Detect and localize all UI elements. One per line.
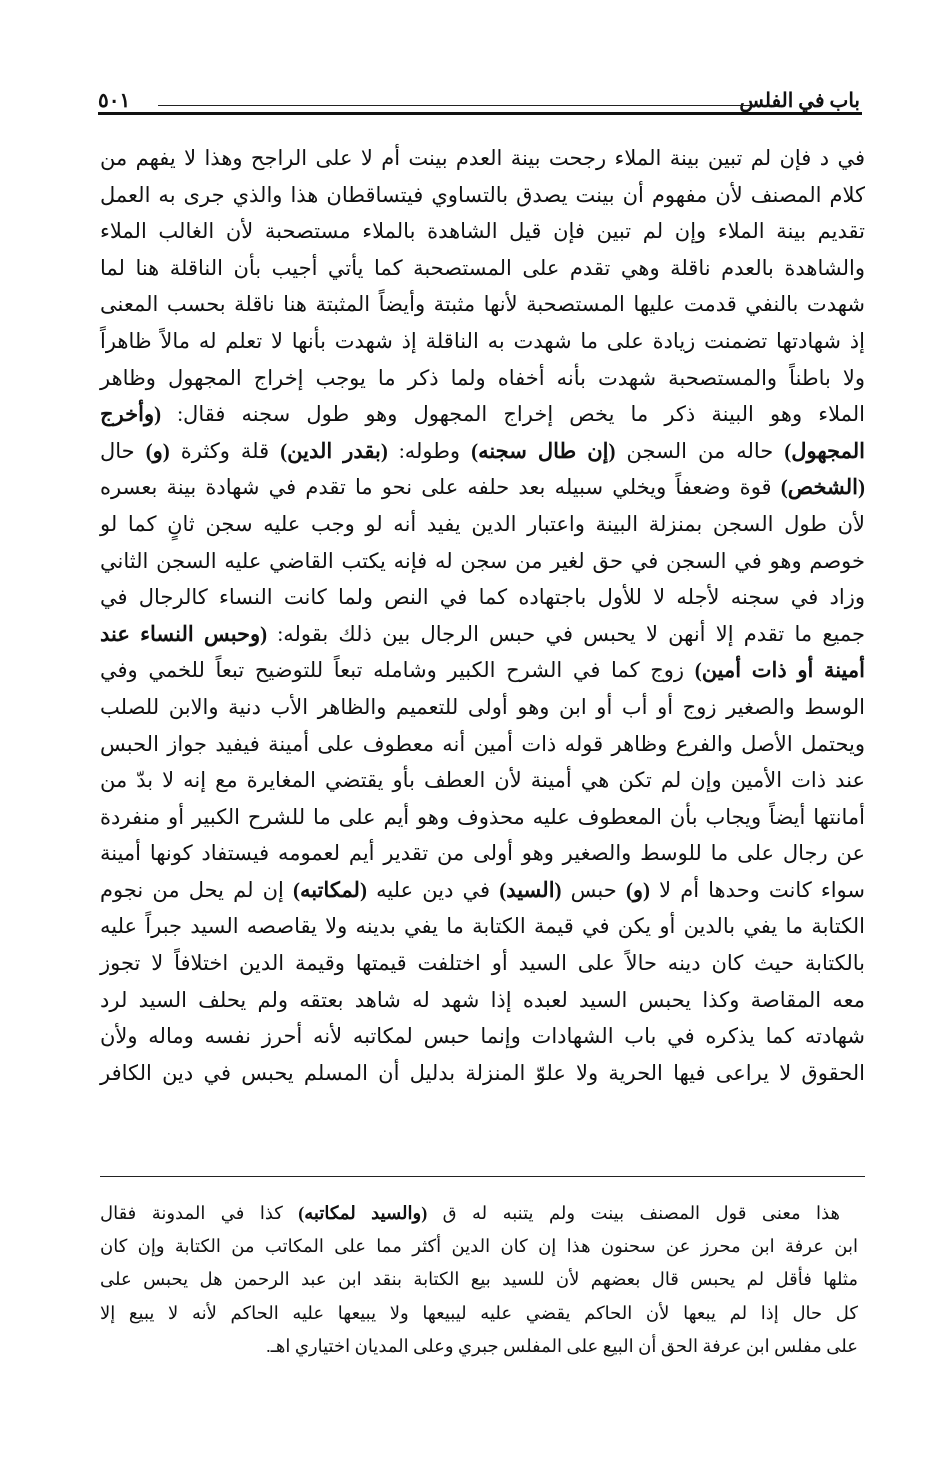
text-line: [100, 543, 865, 580]
text-segment: الوسط والصغير زوج أو أب أو ابن وهو أولى للتعميم والظاهر الأب دنية والابن للصلب: [100, 694, 865, 719]
text-segment: عن رجال على ما للوسط والصغير وهو أولى من تقدير أيم لعمومه فيستفاد كونها أمينة: [100, 841, 865, 866]
text-line: [100, 323, 865, 360]
text-segment: كذا في المدونة فقال: [100, 1203, 299, 1223]
text-segment: حبس: [561, 877, 626, 902]
text-segment: على مفلس ابن عرفة الحق أن البيع على المفلس جبري وعلى المديان اختياري اهـ.: [266, 1335, 858, 1356]
header-rule: [98, 112, 862, 115]
text-line: [100, 579, 865, 616]
text-segment: هذا معنى قول المصنف بينت ولم يتنبه له ق: [427, 1203, 841, 1223]
footnotes: [100, 1197, 858, 1363]
text-line: [100, 177, 865, 214]
bold-matn-text: (وأخرج: [100, 402, 162, 427]
bold-matn-text: (والسيد لمكاتبه): [298, 1203, 428, 1223]
text-segment: قلة وكثرة: [169, 438, 281, 463]
text-line: [100, 616, 865, 653]
footnote-line: [100, 1297, 858, 1330]
page-number: ٥٠١: [98, 90, 131, 112]
footnote-line: [100, 1197, 858, 1230]
footnote-line: [100, 1230, 858, 1263]
text-line: [100, 945, 865, 982]
text-line: [100, 1018, 865, 1055]
text-line: [100, 286, 865, 323]
bold-matn-text: (وحبس النساء عند: [100, 621, 268, 646]
text-segment: خوصم وهو في السجن في حق لغير من سجن له فإنه يكتب القاضي عليه السجن الثاني: [100, 548, 865, 573]
footnote-separator: [100, 1176, 865, 1177]
text-segment: أمانتها أيضاً ويجاب بأن المعطوف عليه محذوف وهو أيم على ما للشرح الكبير أو منفردة: [100, 804, 865, 829]
text-segment: ولا باطناً والمستصحبة شهدت بأنه أخفاه ولما ذكر ما يوجب إخراج المجهول وظاهر: [100, 365, 865, 390]
text-segment: عند ذات الأمين وإن لم تكن هي أمينة لأن العطف بأو يقتضي المغايرة مع إنه لا بدّ من: [100, 768, 865, 793]
footnote-line: [100, 1330, 858, 1363]
text-segment: ابن عرفة ابن محرز عن سحنون هذا إن كان الدين أكثر مما على المكاتب من الكتابة وإن كان: [100, 1236, 858, 1257]
text-line: [100, 469, 865, 506]
text-line: [100, 1055, 865, 1092]
text-segment: والشاهدة بالعدم ناقلة وهي تقدم على المستصحبة كما يأتي أجيب بأن الناقلة هنا لما: [100, 255, 865, 280]
text-line: [100, 872, 865, 909]
text-line: [100, 433, 865, 470]
text-segment: الملاء وهو البينة ذكر ما يخص إخراج المجهول وهو طول سجنه فقال:: [161, 402, 865, 427]
text-segment: في دين عليه: [366, 877, 500, 902]
bold-matn-text: (و): [625, 877, 650, 902]
text-line: [100, 799, 865, 836]
footnote-line: [100, 1263, 858, 1296]
text-segment: الكتابة ما يفي بالدين أو يكن في قيمة الكتابة ما يفي بدينه ولا يقاصصه السيد جبراً عليه: [100, 914, 865, 939]
text-line: [100, 140, 865, 177]
text-segment: في د فإن لم تبين بينة الملاء رجحت بينة العدم بينت أم لا على الراجح وهذا لا يفهم من: [100, 146, 865, 170]
header-line: [158, 105, 750, 106]
text-segment: مثلها فأقل لم يحبس قال بعضهم لأن للسيد بيع الكتابة بنقد ابن عبد الرحمن هل يحبس على: [100, 1269, 858, 1290]
text-segment: الحقوق لا يراعى فيها الحرية ولا علوّ المنزلة بدليل أن المسلم يحبس في دين الكافر: [100, 1060, 865, 1085]
text-line: [100, 250, 865, 287]
text-segment: زوج كما في الشرح الكبير وشامله تبعاً للتوضيح تبعاً للخمي وفي: [100, 658, 695, 683]
text-segment: بالكتابة حيث كان دينه حالاً على السيد أو اختلفت قيمتها وقيمة الدين اختلافاً لا تجوز: [100, 951, 865, 976]
bold-matn-text: أمينة أو ذات أمين): [694, 658, 865, 683]
text-segment: قوة وضعفاً ويخلي سبيله بعد حلفه على نحو ما تقدم في شهادة بينة بعسره: [100, 475, 781, 500]
text-segment: شهادته كما يذكره في باب الشهادات وإنما حبس لمكاتبه لأنه أحرز نفسه وماله ولأن: [100, 1024, 865, 1049]
text-line: [100, 726, 865, 763]
text-line: [100, 689, 865, 726]
bold-matn-text: (و): [145, 438, 170, 463]
text-segment: تقديم بينة الملاء وإن لم تبين فإن قيل الشاهدة بالملاء مستصحبة لأن الغالب الملاء: [100, 219, 865, 244]
text-line: [100, 982, 865, 1019]
text-segment: سواء كانت وحدها أم لا: [650, 877, 866, 902]
text-segment: وزاد في سجنه لأجله لا للأول باجتهاده كما في النص ولما كانت النساء كالرجال في: [100, 585, 865, 610]
text-line: [100, 652, 865, 689]
bold-matn-text: المجهول): [784, 438, 865, 463]
text-line: [100, 908, 865, 945]
text-segment: إن لم يحل من نجوم: [100, 877, 293, 902]
text-line: [100, 213, 865, 250]
page-header: [98, 88, 860, 112]
text-line: [100, 762, 865, 799]
text-segment: وطوله:: [387, 438, 472, 463]
text-line: [100, 396, 865, 433]
bold-matn-text: (إن طال سجنه): [471, 438, 616, 463]
text-segment: كلام المصنف لأن مفهوم أن بينت يصدق بالتساوي فيتساقطان هذا والذي جرى به العمل: [100, 182, 865, 207]
text-segment: معه المقاصة وكذا يحبس السيد لعبده إذا شهد له شاهد بعتقه ولم يحلف السيد لرد: [100, 987, 865, 1012]
main-text: [100, 140, 865, 1091]
bold-matn-text: (الشخص): [780, 475, 865, 500]
running-title: باب في الفلس: [739, 90, 860, 112]
text-segment: لأن طول السجن بمنزلة البينة واعتبار الدين يفيد أنه لو وجب عليه سجن ثانٍ كما لو: [100, 511, 865, 536]
text-segment: حاله من السجن: [615, 438, 785, 463]
text-segment: جميع ما تقدم إلا أنهن لا يحبس في حبس الرجال بين ذلك بقوله:: [267, 621, 865, 646]
bold-matn-text: (بقدر الدين): [280, 438, 388, 463]
bold-matn-text: (السيد): [499, 877, 562, 902]
text-segment: ويحتمل الأصل والفرع وظاهر قوله ذات أمين أنه معطوف على أمينة فيفيد جواز الحبس: [100, 731, 865, 756]
text-segment: إذ شهادتها تضمنت زيادة على ما شهدت به الناقلة إذ شهدت بأنها لا تعلم له مالاً ظاهراً: [100, 328, 865, 353]
bold-matn-text: (لمكاتبه): [292, 877, 367, 902]
text-segment: كل حال إذا لم يبعها لأن الحاكم يقضي عليه ليبيعها ولا يبيعها عليه الحاكم لأنه لا يبيع إلا: [100, 1302, 858, 1323]
text-segment: حال: [100, 438, 146, 463]
text-line: [100, 835, 865, 872]
text-line: [100, 360, 865, 397]
text-segment: شهدت بالنفي قدمت عليها المستصحبة لأنها مثبتة وأيضاً المثبتة هنا ناقلة بحسب المعنى: [100, 292, 865, 317]
text-line: [100, 506, 865, 543]
